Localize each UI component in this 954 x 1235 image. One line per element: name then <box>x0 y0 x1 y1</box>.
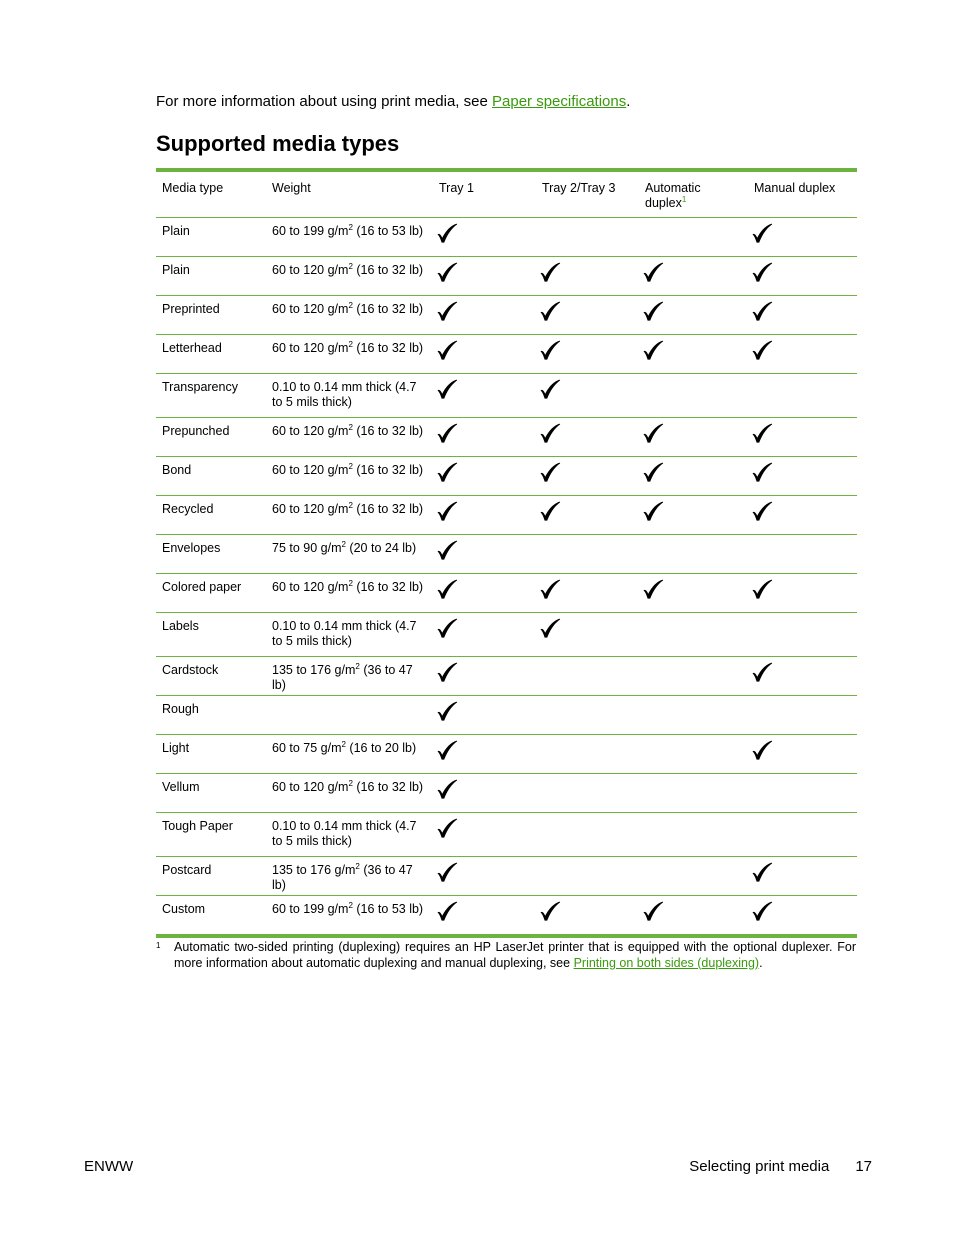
tray-2-3-cell <box>536 418 639 457</box>
tray-2-3-cell <box>536 696 639 735</box>
automatic-duplex-cell <box>639 257 748 296</box>
media-type-cell: Prepunched <box>156 418 266 457</box>
check-icon <box>435 699 459 723</box>
weight-text-suffix: (36 to 47 lb) <box>272 663 413 692</box>
tray-2-3-cell <box>536 574 639 613</box>
weight-superscript: 2 <box>348 578 353 588</box>
footnote-text-block <box>174 940 856 971</box>
tray-2-3-cell <box>536 613 639 657</box>
media-type-cell: Light <box>156 735 266 774</box>
media-types-table-container <box>156 168 857 938</box>
weight-text-suffix: (16 to 32 lb) <box>352 463 424 477</box>
weight-text: 0.10 to 0.14 mm thick (4.7 to 5 mils thick) <box>272 380 417 409</box>
check-icon <box>538 299 562 323</box>
weight-text-suffix: (16 to 53 lb) <box>352 902 424 916</box>
manual-duplex-cell <box>748 418 857 457</box>
tray-2-3-cell <box>536 374 639 418</box>
weight-text-suffix: (16 to 32 lb) <box>352 580 424 594</box>
manual-duplex-cell <box>748 374 857 418</box>
check-icon <box>435 660 459 684</box>
automatic-duplex-cell <box>639 857 748 896</box>
weight-cell <box>266 535 433 574</box>
weight-text: 60 to 120 g/m <box>272 780 349 794</box>
check-icon <box>750 660 774 684</box>
table-row <box>156 813 857 857</box>
weight-superscript: 2 <box>348 300 353 310</box>
page-title: Supported media types <box>156 131 400 156</box>
tray-1-cell <box>433 535 536 574</box>
automatic-duplex-cell <box>639 896 748 937</box>
manual-duplex-cell <box>748 218 857 257</box>
media-type-cell: Envelopes <box>156 535 266 574</box>
check-icon <box>435 616 459 640</box>
media-type-cell: Tough Paper <box>156 813 266 857</box>
weight-cell <box>266 457 433 496</box>
paper-specifications-link[interactable]: Paper specifications <box>492 93 627 110</box>
automatic-duplex-cell <box>639 813 748 857</box>
weight-cell <box>266 735 433 774</box>
tray-1-cell <box>433 896 536 937</box>
check-icon <box>750 899 774 923</box>
check-icon <box>750 738 774 762</box>
table-row <box>156 613 857 657</box>
check-icon <box>435 777 459 801</box>
weight-superscript: 2 <box>341 539 346 549</box>
check-icon <box>435 816 459 840</box>
check-icon <box>641 899 665 923</box>
tray-2-3-cell <box>536 335 639 374</box>
weight-cell <box>266 296 433 335</box>
weight-superscript: 2 <box>348 500 353 510</box>
weight-text-suffix: (20 to 24 lb) <box>345 541 417 555</box>
automatic-duplex-cell <box>639 218 748 257</box>
table-row <box>156 296 857 335</box>
tray-2-3-cell <box>536 535 639 574</box>
media-type-cell: Labels <box>156 613 266 657</box>
weight-cell <box>266 857 433 896</box>
table-row <box>156 774 857 813</box>
weight-cell <box>266 657 433 696</box>
automatic-duplex-cell <box>639 613 748 657</box>
check-icon <box>538 421 562 445</box>
weight-superscript: 2 <box>348 461 353 471</box>
check-icon <box>435 260 459 284</box>
media-type-cell: Recycled <box>156 496 266 535</box>
footnote-text: Automatic two-sided printing (duplexing) requires an HP LaserJet printer that is equipped with the optional duplexer. For more information about automatic duplexing and manual duplexing, see <box>174 940 856 970</box>
tray-2-3-cell <box>536 296 639 335</box>
weight-superscript: 2 <box>348 422 353 432</box>
weight-text: 135 to 176 g/m <box>272 863 356 877</box>
weight-text: 0.10 to 0.14 mm thick (4.7 to 5 mils thick) <box>272 819 417 848</box>
tray-1-cell <box>433 457 536 496</box>
tray-1-cell <box>433 857 536 896</box>
intro-paragraph <box>156 92 630 112</box>
automatic-duplex-cell <box>639 418 748 457</box>
media-type-cell: Vellum <box>156 774 266 813</box>
weight-text-suffix: (16 to 32 lb) <box>352 263 424 277</box>
check-icon <box>538 616 562 640</box>
footnote-number: 1 <box>156 941 161 950</box>
manual-duplex-cell <box>748 613 857 657</box>
weight-superscript: 2 <box>348 900 353 910</box>
manual-duplex-cell <box>748 335 857 374</box>
automatic-duplex-cell <box>639 574 748 613</box>
weight-cell <box>266 574 433 613</box>
tray-2-3-cell <box>536 735 639 774</box>
footnote <box>156 940 856 971</box>
manual-duplex-cell <box>748 857 857 896</box>
media-type-cell: Cardstock <box>156 657 266 696</box>
check-icon <box>750 499 774 523</box>
check-icon <box>435 221 459 245</box>
tray-1-cell <box>433 496 536 535</box>
check-icon <box>538 499 562 523</box>
manual-duplex-cell <box>748 535 857 574</box>
weight-superscript: 2 <box>355 861 360 871</box>
check-icon <box>538 460 562 484</box>
tray-1-cell <box>433 257 536 296</box>
weight-text: 60 to 120 g/m <box>272 580 349 594</box>
tray-1-cell <box>433 813 536 857</box>
check-icon <box>641 299 665 323</box>
check-icon <box>641 260 665 284</box>
tray-2-3-cell <box>536 657 639 696</box>
automatic-duplex-cell <box>639 335 748 374</box>
weight-cell <box>266 774 433 813</box>
weight-text: 75 to 90 g/m <box>272 541 342 555</box>
automatic-duplex-cell <box>639 657 748 696</box>
intro-text: For more information about using print media, see <box>156 93 492 110</box>
automatic-duplex-cell <box>639 696 748 735</box>
weight-text: 60 to 120 g/m <box>272 263 349 277</box>
check-icon <box>750 860 774 884</box>
weight-cell <box>266 257 433 296</box>
automatic-duplex-cell <box>639 296 748 335</box>
media-type-cell: Custom <box>156 896 266 937</box>
table-row <box>156 457 857 496</box>
manual-duplex-cell <box>748 696 857 735</box>
weight-text: 60 to 120 g/m <box>272 302 349 316</box>
check-icon <box>750 221 774 245</box>
weight-text-suffix: (16 to 53 lb) <box>352 224 424 238</box>
check-icon <box>641 577 665 601</box>
footnote-marker: 1 <box>681 194 687 204</box>
table-row <box>156 896 857 937</box>
check-icon <box>641 460 665 484</box>
manual-duplex-cell <box>748 896 857 937</box>
tray-2-3-cell <box>536 896 639 937</box>
footer-section: Selecting print media <box>689 1158 830 1175</box>
tray-1-cell <box>433 374 536 418</box>
check-icon <box>641 499 665 523</box>
table-row <box>156 535 857 574</box>
weight-cell <box>266 896 433 937</box>
tray-1-cell <box>433 657 536 696</box>
manual-duplex-cell <box>748 657 857 696</box>
manual-duplex-cell <box>748 735 857 774</box>
table-row <box>156 335 857 374</box>
check-icon <box>750 260 774 284</box>
tray-1-cell <box>433 418 536 457</box>
check-icon <box>750 338 774 362</box>
weight-text: 60 to 199 g/m <box>272 224 349 238</box>
header-manual-duplex: Manual duplex <box>748 170 857 218</box>
check-icon <box>435 338 459 362</box>
check-icon <box>538 577 562 601</box>
tray-1-cell <box>433 735 536 774</box>
weight-cell <box>266 374 433 418</box>
tray-2-3-cell <box>536 813 639 857</box>
check-icon <box>435 738 459 762</box>
weight-text: 0.10 to 0.14 mm thick (4.7 to 5 mils thick) <box>272 619 417 648</box>
check-icon <box>435 377 459 401</box>
check-icon <box>538 377 562 401</box>
automatic-duplex-cell <box>639 457 748 496</box>
weight-text-suffix: (16 to 32 lb) <box>352 424 424 438</box>
automatic-duplex-cell <box>639 774 748 813</box>
check-icon <box>435 299 459 323</box>
weight-cell <box>266 335 433 374</box>
check-icon <box>641 338 665 362</box>
footnote-text-end: . <box>759 955 763 970</box>
weight-text-suffix: (16 to 32 lb) <box>352 302 424 316</box>
tray-1-cell <box>433 574 536 613</box>
check-icon <box>435 499 459 523</box>
weight-text: 60 to 199 g/m <box>272 902 349 916</box>
weight-cell <box>266 813 433 857</box>
tray-2-3-cell <box>536 257 639 296</box>
table-row <box>156 418 857 457</box>
check-icon <box>538 338 562 362</box>
table-body <box>156 218 857 937</box>
weight-text: 135 to 176 g/m <box>272 663 356 677</box>
media-type-cell: Transparency <box>156 374 266 418</box>
media-type-cell: Plain <box>156 218 266 257</box>
weight-text: 60 to 120 g/m <box>272 502 349 516</box>
check-icon <box>750 577 774 601</box>
table-row <box>156 218 857 257</box>
header-tray-1: Tray 1 <box>433 170 536 218</box>
tray-2-3-cell <box>536 218 639 257</box>
tray-1-cell <box>433 218 536 257</box>
table-row <box>156 657 857 696</box>
footer-right <box>689 1158 872 1175</box>
weight-text: 60 to 120 g/m <box>272 424 349 438</box>
check-icon <box>750 421 774 445</box>
weight-cell <box>266 218 433 257</box>
weight-text-suffix: (16 to 20 lb) <box>345 741 417 755</box>
tray-1-cell <box>433 774 536 813</box>
weight-cell <box>266 496 433 535</box>
tray-2-3-cell <box>536 774 639 813</box>
weight-text: 60 to 75 g/m <box>272 741 342 755</box>
weight-text-suffix: (16 to 32 lb) <box>352 780 424 794</box>
manual-duplex-cell <box>748 574 857 613</box>
page-number: 17 <box>855 1158 872 1175</box>
weight-superscript: 2 <box>348 339 353 349</box>
media-type-cell: Postcard <box>156 857 266 896</box>
table-row <box>156 574 857 613</box>
check-icon <box>538 899 562 923</box>
media-type-cell: Preprinted <box>156 296 266 335</box>
manual-duplex-cell <box>748 813 857 857</box>
media-types-table <box>156 168 857 938</box>
weight-superscript: 2 <box>341 739 346 749</box>
footer-left: ENWW <box>84 1158 134 1175</box>
check-icon <box>641 421 665 445</box>
weight-superscript: 2 <box>348 222 353 232</box>
check-icon <box>435 860 459 884</box>
header-tray-2-3: Tray 2/Tray 3 <box>536 170 639 218</box>
table-row <box>156 496 857 535</box>
weight-text: 60 to 120 g/m <box>272 341 349 355</box>
header-media-type: Media type <box>156 170 266 218</box>
table-row <box>156 374 857 418</box>
table-row <box>156 735 857 774</box>
intro-text-end: . <box>626 93 631 110</box>
table-row <box>156 696 857 735</box>
tray-2-3-cell <box>536 457 639 496</box>
manual-duplex-cell <box>748 296 857 335</box>
check-icon <box>435 577 459 601</box>
manual-duplex-cell <box>748 257 857 296</box>
tray-2-3-cell <box>536 496 639 535</box>
check-icon <box>435 421 459 445</box>
weight-text-suffix: (16 to 32 lb) <box>352 341 424 355</box>
table-header-row <box>156 170 857 218</box>
manual-duplex-cell <box>748 774 857 813</box>
weight-superscript: 2 <box>355 661 360 671</box>
media-type-cell: Bond <box>156 457 266 496</box>
check-icon <box>750 460 774 484</box>
automatic-duplex-cell <box>639 535 748 574</box>
check-icon <box>435 460 459 484</box>
tray-1-cell <box>433 296 536 335</box>
weight-text: 60 to 120 g/m <box>272 463 349 477</box>
weight-cell <box>266 613 433 657</box>
check-icon <box>435 538 459 562</box>
tray-1-cell <box>433 613 536 657</box>
check-icon <box>435 899 459 923</box>
duplexing-link[interactable]: Printing on both sides (duplexing) <box>573 955 760 970</box>
manual-duplex-cell <box>748 457 857 496</box>
table-row <box>156 257 857 296</box>
manual-duplex-cell <box>748 496 857 535</box>
tray-1-cell <box>433 696 536 735</box>
tray-1-cell <box>433 335 536 374</box>
weight-text-suffix: (16 to 32 lb) <box>352 502 424 516</box>
header-weight: Weight <box>266 170 433 218</box>
check-icon <box>538 260 562 284</box>
weight-superscript: 2 <box>348 261 353 271</box>
weight-cell <box>266 418 433 457</box>
weight-text-suffix: (36 to 47 lb) <box>272 863 413 892</box>
check-icon <box>750 299 774 323</box>
media-type-cell: Letterhead <box>156 335 266 374</box>
automatic-duplex-cell <box>639 374 748 418</box>
weight-cell <box>266 696 433 735</box>
media-type-cell: Rough <box>156 696 266 735</box>
media-type-cell: Plain <box>156 257 266 296</box>
media-type-cell: Colored paper <box>156 574 266 613</box>
weight-superscript: 2 <box>348 778 353 788</box>
header-automatic-duplex-label: Automatic duplex <box>645 181 701 210</box>
table-row <box>156 857 857 896</box>
header-automatic-duplex <box>639 170 748 218</box>
automatic-duplex-cell <box>639 735 748 774</box>
automatic-duplex-cell <box>639 496 748 535</box>
tray-2-3-cell <box>536 857 639 896</box>
